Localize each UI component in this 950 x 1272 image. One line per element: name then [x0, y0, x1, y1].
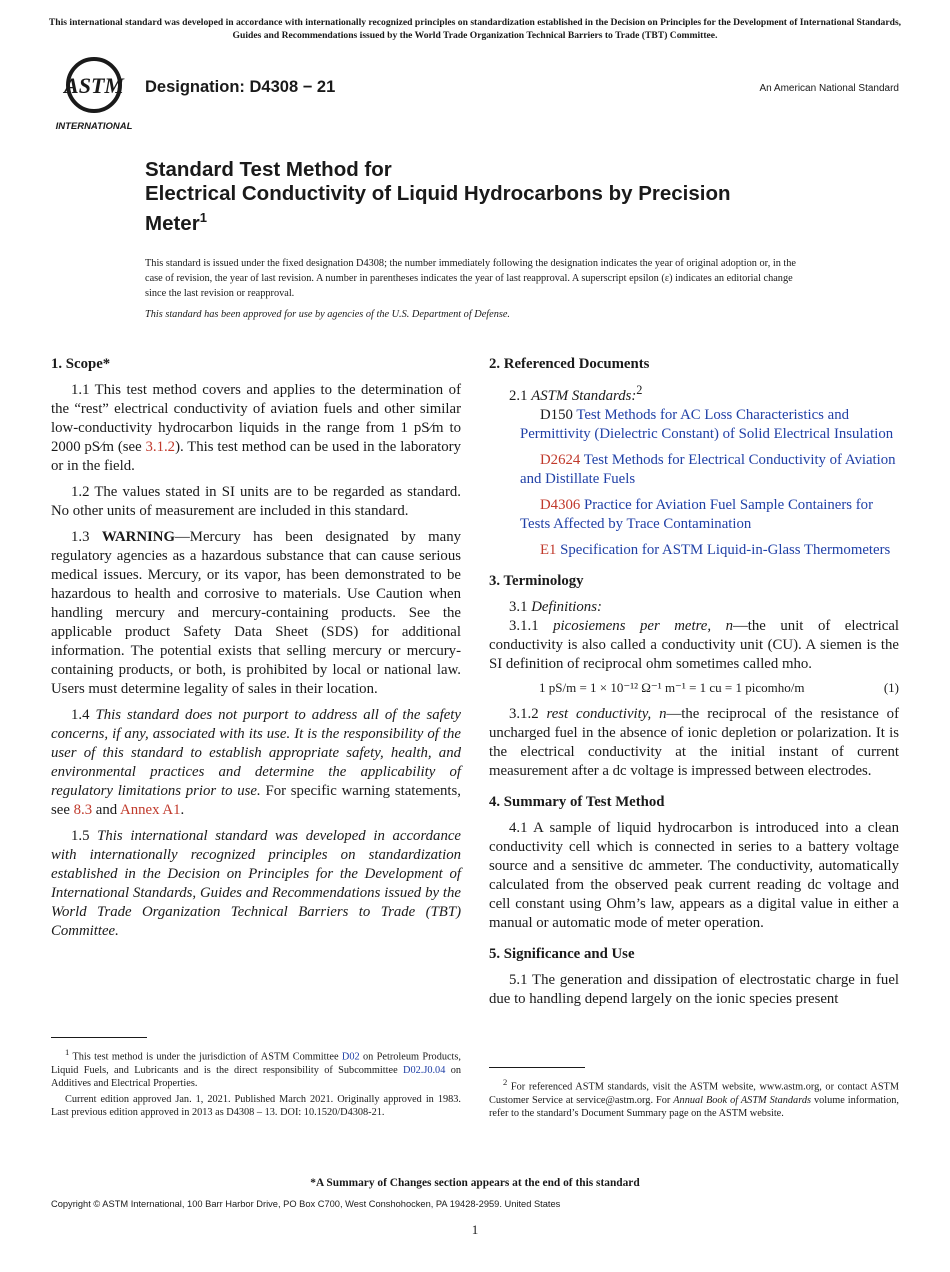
definitions-sub: 3.1 Definitions: [509, 598, 602, 615]
footnote-1-edition: Current edition approved Jan. 1, 2021. Published March 2021. Originally approved in 1983. Last previous edition approved in 2013 as D4308 – 13. DOI: 10.1520/D4308-21. [51, 1093, 461, 1119]
significance-5-1: 5.1 The generation and dissipation of electrostatic charge in fuel due to handling depend largely on the ionic species present [489, 971, 899, 1007]
footnote-divider-right [489, 1067, 585, 1068]
ref-annex-a1[interactable]: Annex A1 [120, 802, 181, 818]
equation-number: (1) [883, 679, 899, 695]
svg-text:INTERNATIONAL: INTERNATIONAL [55, 121, 133, 132]
footnote-divider-left [51, 1037, 147, 1038]
ref-item-d4306[interactable]: D4306 Practice for Aviation Fuel Sample Containers for Tests Affected by Trace Contamination [520, 496, 874, 532]
footnote-1 [51, 1046, 461, 1121]
footnote-2-text: $^2$ For referenced ASTM standards, visit the ASTM website, www.astm.org, or contact ASTM Customer Service at service@astm.org. For Annual Book of ASTM Standards volume information, refer to the standard’s Document Summary page on the ASTM website. [489, 1077, 899, 1120]
right-column [489, 355, 899, 1016]
page-number: 1 [471, 1222, 479, 1237]
title-line-2: Electrical Conductivity of Liquid Hydrocarbons by Precision [145, 182, 731, 205]
referenced-heading: 2. Referenced Documents [489, 356, 650, 372]
terminology-heading: 3. Terminology [489, 572, 584, 589]
term-3-1-2: 3.1.2 rest conductivity, n—the reciprocal of the resistance of uncharged fuel in the absence of ionic depletion or polarization. It is the electrical conductivity at the initial instant of current measurement after a dc voltage is impressed between electrodes. [489, 705, 900, 779]
ref-item-e1[interactable]: E1 Specification for ASTM Liquid-in-Glass Thermometers [540, 541, 891, 558]
scope-1-3: 1.3 WARNING—Mercury has been designated by many regulatory agencies as a hazardous substance that can cause serious medical issues. Mercury, or its vapor, has been demonstrated to be hazardous to health and corrosive to materials. Use Caution when handling mercury and mercury-containing products. See the applicable product Safety Data Sheet (SDS) for additional information. The potential exists that selling mercury or mercury-containing products, or both, is prohibited by local or national law. Users must determine legality of sales in their location. [51, 529, 461, 697]
summary-heading: 4. Summary of Test Method [489, 793, 665, 810]
astm-standards-sub: 2.1 ASTM Standards:$^2$ [509, 383, 643, 404]
copyright: Copyright © ASTM International, 100 Barr Harbor Drive, PO Box C700, West Conshohocken, PA 19428-2959. United States [51, 1199, 561, 1209]
summary-4-1: 4.1 A sample of liquid hydrocarbon is introduced into a clean conductivity cell which is connected in series to a battery voltage source and a sensitive dc ammeter. The conductivity, automatically calculated from the observed peak current reading dc voltage and cell constant using Ohm’s law, appears as a digital value in either a manual or automatic mode of meter operation. [489, 819, 899, 931]
ref-8-3[interactable]: 8.3 [73, 802, 93, 818]
scope-1-2: 1.2 The values stated in SI units are to be regarded as standard. No other units of measurement are included in this standard. [51, 484, 461, 519]
title-line-1: Standard Test Method for [145, 158, 392, 181]
scope-1-5: 1.5 This international standard was developed in accordance with internationally recognized principles on standardization established in the Decision on Principles for the Development of International Standards, Guides and Recommendations issued by the World Trade Organization Technical Barriers to Trade (TBT) Committee. [51, 828, 461, 939]
page-title [145, 158, 825, 236]
ref-3-1-2[interactable]: 3.1.2 [145, 439, 176, 455]
term-3-1-1: 3.1.1 picosiemens per metre, n—the unit of electrical conductivity is also called a conductivity unit (CU). A siemen is the SI definition of reciprocal ohm sometimes called mho. [489, 617, 900, 672]
footnote-1-text: $^1$ This test method is under the jurisdiction of ASTM Committee D02 on Petroleum Products, Liquid Fuels, and Lubricants and is the direct responsibility of Subcommittee D02.J0.04 on Additives and Electrical Properties. [51, 1047, 462, 1090]
dod-approval: This standard has been approved for use by agencies of the U.S. Department of Defense. [145, 309, 511, 320]
ref-item-d2624[interactable]: D2624 Test Methods for Electrical Conductivity of Aviation and Distillate Fuels [520, 451, 896, 487]
title-line-3: Meter$^1$ [145, 210, 207, 235]
link-d02[interactable]: D02 [341, 1051, 360, 1063]
ref-item-d150[interactable]: D150 Test Methods for AC Loss Characteristics and Permittivity (Dielectric Constant) of Solid Electrical Insulation [520, 406, 894, 442]
svg-text:ASTM: ASTM [64, 73, 124, 98]
title-footnote-mark: 1 [199, 210, 207, 225]
significance-heading: 5. Significance and Use [489, 945, 635, 962]
equation-1: 1 pS/m = 1 × 10⁻¹² Ω⁻¹ m⁻¹ = 1 cu = 1 picomho/m (1) [539, 679, 899, 695]
preamble-text: This standard is issued under the fixed designation D4308; the number immediately following the designation indicates the year of original adoption or, in the case of revision, the year of last revision. A number in parentheses indicates the year of last reapproval. A superscript epsilon (ε) indicates an editorial change since the last revision or reapproval. [145, 258, 797, 299]
footnote-2 [489, 1076, 899, 1123]
left-column [51, 355, 461, 948]
scope-1-4: 1.4 This standard does not purport to address all of the safety concerns, if any, associated with its use. It is the responsibility of the user of this standard to establish appropriate safety, health, and environmental practices and determine the applicability of regulatory limitations prior to use. For specific warning statements, see 8.3 and Annex A1. [51, 707, 461, 818]
link-d02-j0-04[interactable]: D02.J0.04 [403, 1064, 446, 1076]
designation: Designation: D4308 − 21 [145, 78, 336, 96]
astm-logo [52, 55, 136, 133]
top-notice: This international standard was developed in accordance with internationally recognized principles on standardization established in the Decision on Principles for the Development of International Standards, Guides and Recommendations issued by the World Trade Organization Technical Barriers to Trade (TBT) Committee. [48, 17, 902, 41]
scope-heading: 1. Scope* [51, 356, 111, 372]
american-national-standard: An American National Standard [759, 83, 899, 94]
preamble [145, 256, 810, 301]
scope-1-1: 1.1 This test method covers and applies to the determination of the “rest” electrical conductivity of aviation fuels and other similar low-conductivity hydrocarbon liquids in the range from 1 pS⁄m to 2000 pS⁄m (see 3.1.2). This test method can be used in the laboratory or in the field. [51, 382, 461, 474]
summary-of-changes-note: *A Summary of Changes section appears at the end of this standard [310, 1177, 640, 1189]
